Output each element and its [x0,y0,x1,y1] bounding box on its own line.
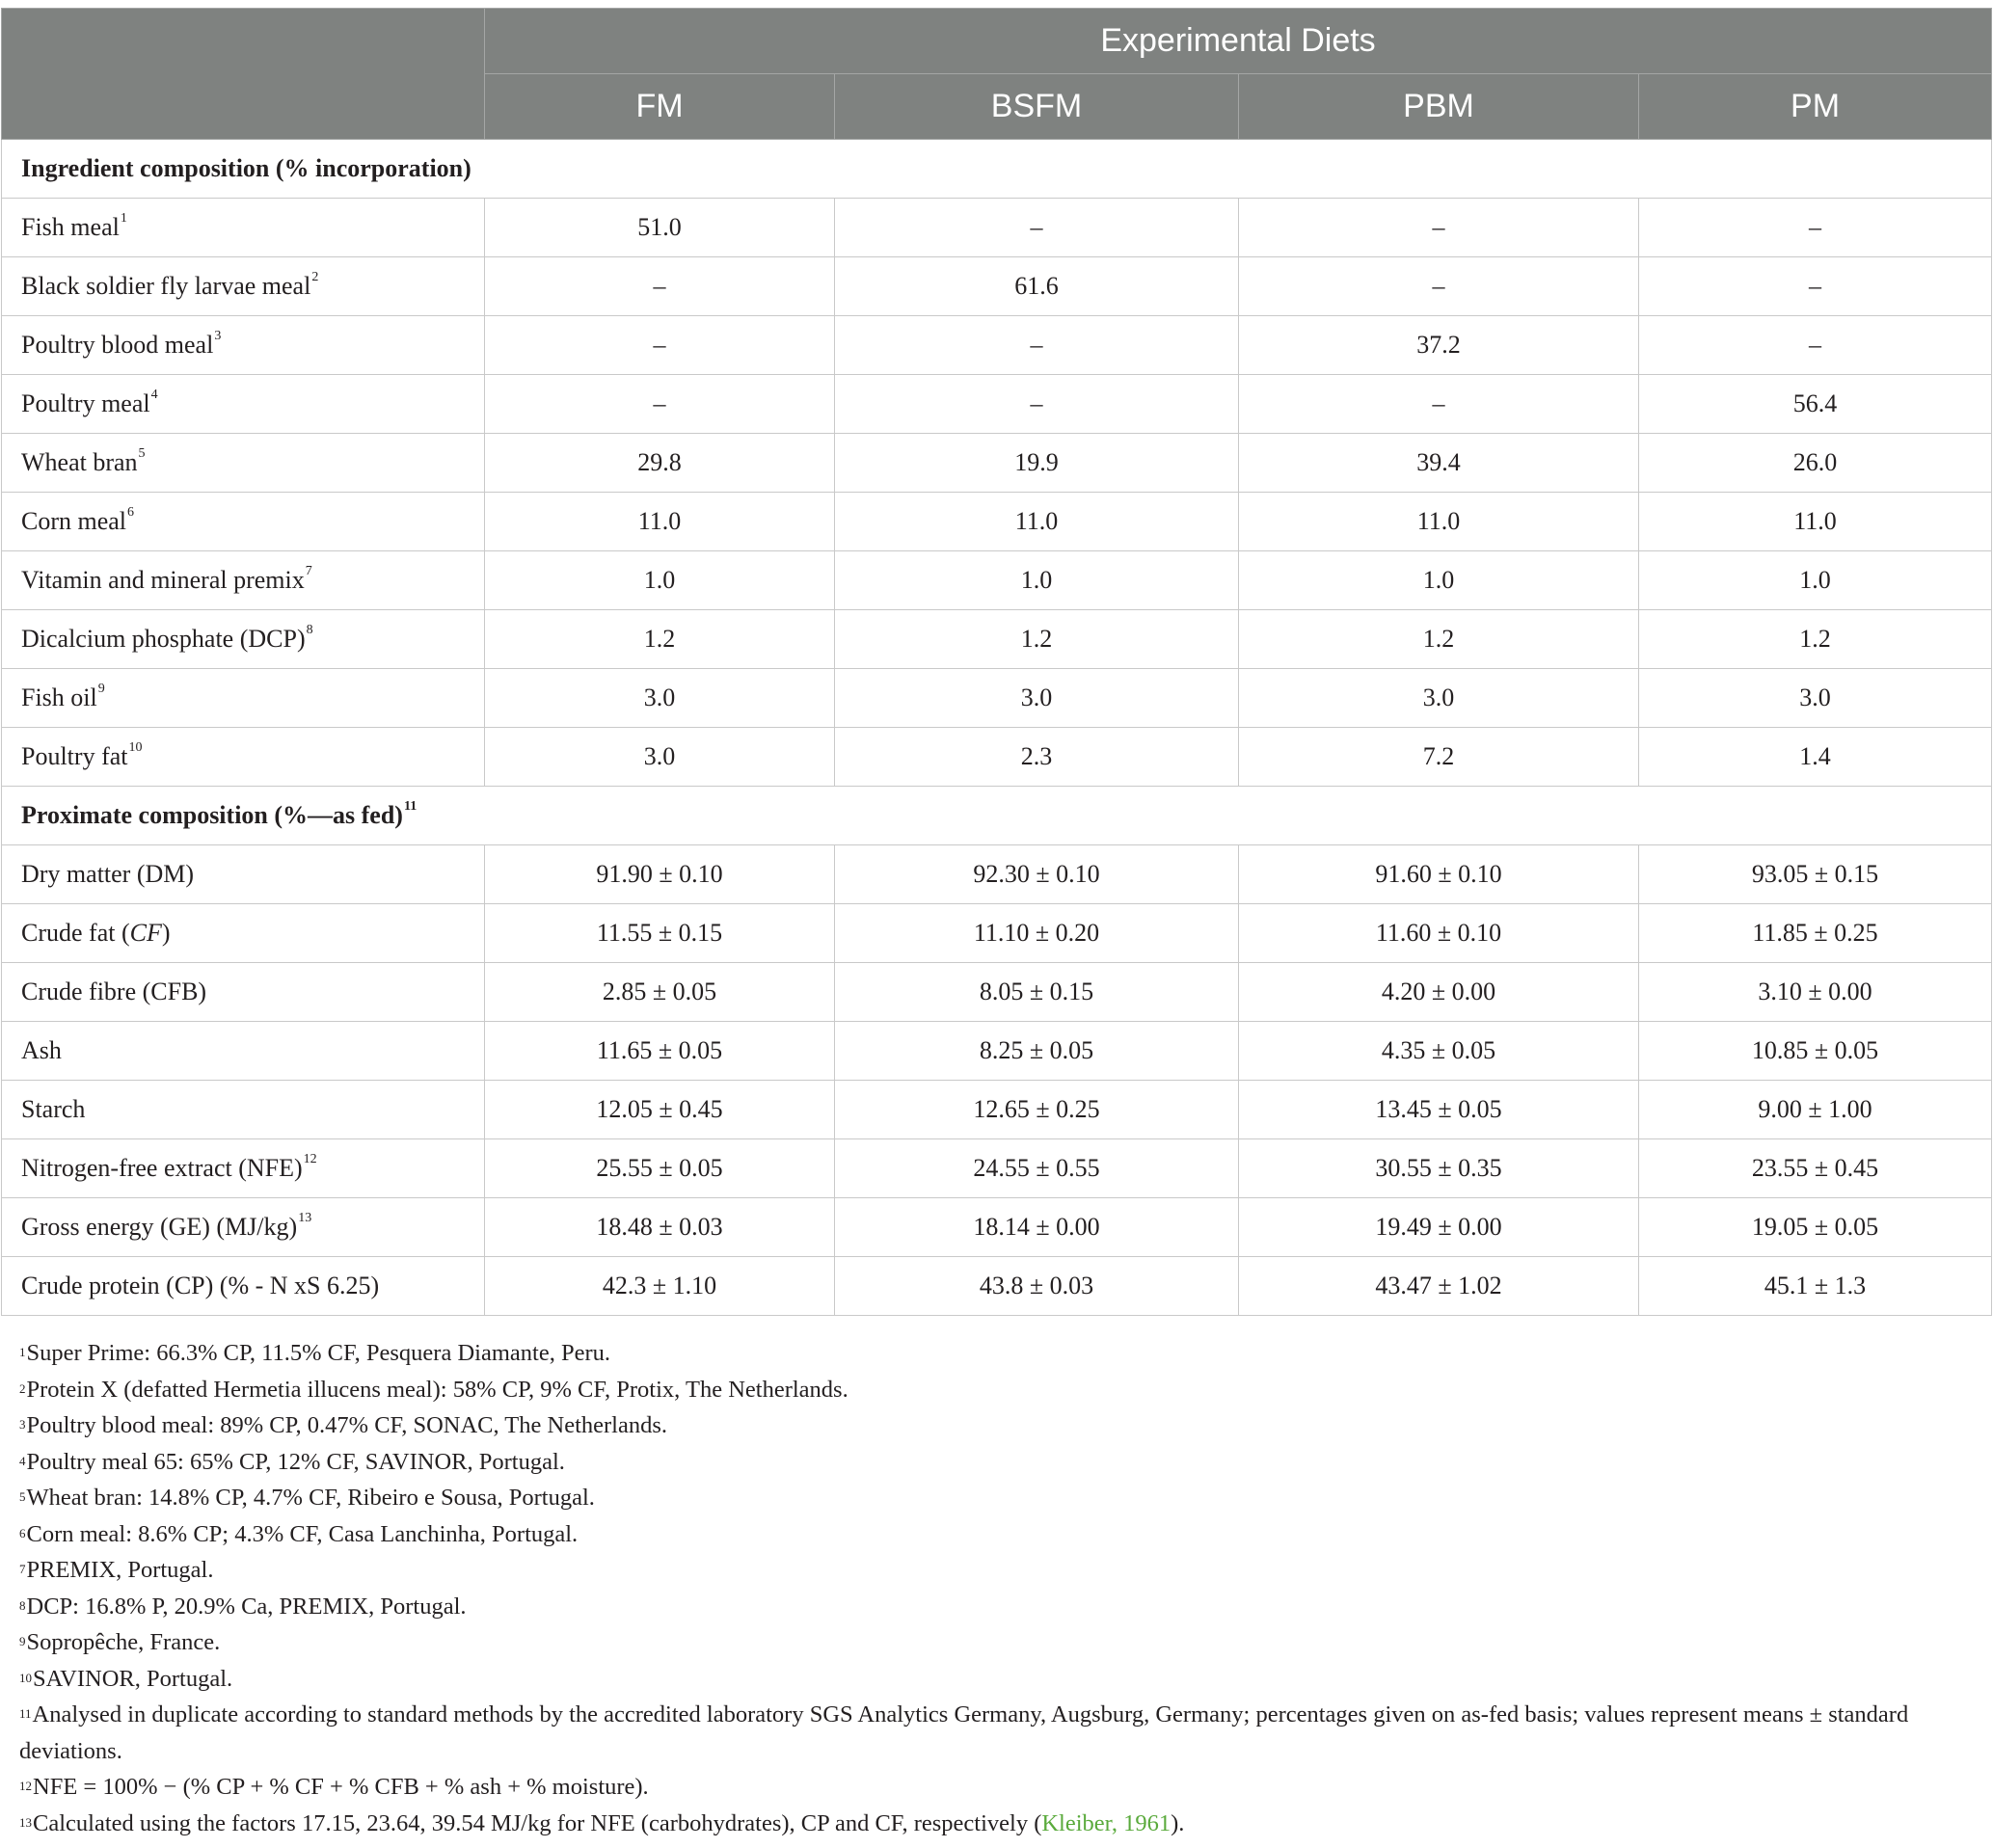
table-cell: 93.05 ± 0.15 [1639,845,1992,904]
footnote [19,1372,1967,1408]
table-cell: – [1639,257,1992,316]
table-cell: 2.85 ± 0.05 [485,963,835,1022]
table-cell: – [835,375,1239,434]
footnote-number: 1 [19,1345,26,1359]
table-cell: 1.0 [1239,551,1639,610]
footnote [19,1407,1967,1444]
table-row [2,316,1992,375]
section-heading [2,140,1992,199]
row-label-cell [2,1198,485,1257]
footnote-text: Poultry meal 65: 65% CP, 12% CF, SAVINOR, Portugal. [26,1448,565,1475]
row-label: Wheat bran [21,448,138,476]
table-cell: 3.0 [835,669,1239,728]
table-cell: 11.0 [1639,493,1992,551]
footnote-text: Wheat bran: 14.8% CP, 4.7% CF, Ribeiro e Sousa, Portugal. [26,1485,595,1511]
table-row [2,434,1992,493]
table-row [2,963,1992,1022]
footnote-number: 8 [19,1597,26,1613]
footnote-text-end: ). [1171,1809,1185,1836]
table-row [2,1022,1992,1081]
table-cell: 8.05 ± 0.15 [835,963,1239,1022]
footnote-text: Corn meal: 8.6% CP; 4.3% CF, Casa Lanchinha, Portugal. [26,1520,579,1547]
table-cell: 3.0 [485,728,835,787]
footnote-number: 11 [19,1706,32,1721]
table-cell: 8.25 ± 0.05 [835,1022,1239,1081]
row-label: Poultry meal [21,389,150,417]
table-cell: 19.49 ± 0.00 [1239,1198,1639,1257]
row-label: Black soldier fly larvae meal [21,272,311,300]
footnote [19,1552,1967,1589]
row-label-cell [2,904,485,963]
table-cell: – [1639,199,1992,257]
row-label-suffix: ) [161,919,171,947]
table-cell: 61.6 [835,257,1239,316]
table-cell: 11.0 [485,493,835,551]
table-cell: 56.4 [1639,375,1992,434]
table-cell: 43.8 ± 0.03 [835,1257,1239,1316]
table-row [2,199,1992,257]
table-cell: 43.47 ± 1.02 [1239,1257,1639,1316]
table-cell: 37.2 [1239,316,1639,375]
table-cell: 11.55 ± 0.15 [485,904,835,963]
footnote [19,1769,1967,1806]
row-label: Fish meal [21,213,120,241]
table-cell: 10.85 ± 0.05 [1639,1022,1992,1081]
table-cell: 92.30 ± 0.10 [835,845,1239,904]
table-cell: – [1639,316,1992,375]
row-label-cell [2,728,485,787]
table-row [2,904,1992,963]
table-cell: 11.65 ± 0.05 [485,1022,835,1081]
row-label-cell [2,1081,485,1139]
footnote-marker: 12 [303,1152,317,1166]
table-cell: 51.0 [485,199,835,257]
table-cell: 39.4 [1239,434,1639,493]
table-cell: – [485,316,835,375]
table-cell: 19.9 [835,434,1239,493]
table-cell: 1.0 [485,551,835,610]
footnote [19,1589,1967,1625]
row-label: Vitamin and mineral premix [21,566,305,594]
column-header-pbm: PBM [1239,74,1639,140]
footnote-number: 7 [19,1562,26,1576]
footnote-marker: 10 [128,740,143,755]
table-cell: 11.0 [835,493,1239,551]
row-label: Dicalcium phosphate (DCP) [21,625,306,653]
header-group-title: Experimental Diets [485,9,1992,74]
footnote-marker: 5 [138,446,146,461]
table-cell: 18.14 ± 0.00 [835,1198,1239,1257]
table-row [2,375,1992,434]
section-row [2,787,1992,845]
table-cell: 24.55 ± 0.55 [835,1139,1239,1198]
table-cell: – [1239,375,1639,434]
table-cell: 42.3 ± 1.10 [485,1257,835,1316]
footnote-marker: 8 [306,623,313,637]
table-cell: 3.0 [1239,669,1639,728]
table-row [2,669,1992,728]
row-label: Corn meal [21,507,127,535]
table-cell: 13.45 ± 0.05 [1239,1081,1639,1139]
citation-link[interactable]: Kleiber, 1961 [1041,1809,1172,1836]
footnote-text: Super Prime: 66.3% CP, 11.5% CF, Pesquera Diamante, Peru. [26,1340,610,1366]
footnote-marker: 6 [127,505,135,520]
table-row [2,1139,1992,1198]
footnotes [19,1335,1967,1841]
row-label-cell [2,1022,485,1081]
footnote-marker: 2 [311,270,319,284]
footnote-marker: 1 [120,211,127,226]
footnote [19,1697,1967,1769]
table-cell: 1.2 [835,610,1239,669]
footnote-number: 9 [19,1634,26,1648]
table-row [2,845,1992,904]
table-cell: 45.1 ± 1.3 [1639,1257,1992,1316]
footnote [19,1624,1967,1661]
footnote-marker: 4 [150,388,158,402]
column-header-bsfm: BSFM [835,74,1239,140]
footnote-number: 2 [19,1380,26,1396]
footnote [19,1516,1967,1553]
row-label-italic: CF [129,919,162,947]
row-label: Crude fibre (CFB) [21,978,207,1005]
table-cell: 11.60 ± 0.10 [1239,904,1639,963]
row-label: Poultry fat [21,742,128,770]
footnote-text: Poultry blood meal: 89% CP, 0.47% CF, SONAC, The Netherlands. [26,1412,668,1438]
table-cell: 3.0 [1639,669,1992,728]
table-cell: 7.2 [1239,728,1639,787]
footnote-marker: 11 [403,799,417,814]
footnote [19,1806,1967,1842]
table-cell: 91.60 ± 0.10 [1239,845,1639,904]
table-cell: 2.3 [835,728,1239,787]
table-cell: 11.85 ± 0.25 [1639,904,1992,963]
footnote-number: 13 [19,1814,32,1830]
table-row [2,257,1992,316]
footnote-marker: 9 [97,682,105,696]
row-label-cell [2,610,485,669]
row-label-cell [2,493,485,551]
table-row [2,551,1992,610]
row-label-cell [2,1139,485,1198]
footnote [19,1444,1967,1481]
row-label-cell [2,434,485,493]
table-cell: 11.10 ± 0.20 [835,904,1239,963]
table-cell: – [485,257,835,316]
row-label-cell [2,257,485,316]
table-cell: 9.00 ± 1.00 [1639,1081,1992,1139]
table-cell: – [835,316,1239,375]
table-cell: – [485,375,835,434]
section-title: Ingredient composition (% incorporation) [21,154,471,182]
footnote-marker: 13 [298,1211,312,1225]
footnote-number: 4 [19,1453,26,1468]
table-cell: 11.0 [1239,493,1639,551]
table-row [2,610,1992,669]
footnote-text: Sopropêche, France. [26,1629,221,1655]
table-body [2,140,1992,1316]
table-cell: 1.2 [485,610,835,669]
table-row [2,1198,1992,1257]
row-label: Nitrogen-free extract (NFE) [21,1154,303,1182]
table-cell: 91.90 ± 0.10 [485,845,835,904]
table-cell: – [1239,199,1639,257]
table-cell: 19.05 ± 0.05 [1639,1198,1992,1257]
table-cell: 26.0 [1639,434,1992,493]
column-header-pm: PM [1639,74,1992,140]
row-label-cell [2,375,485,434]
section-row [2,140,1992,199]
table-row [2,493,1992,551]
row-label: Ash [21,1036,62,1064]
footnote-text: PREMIX, Portugal. [26,1557,214,1583]
table-cell: 23.55 ± 0.45 [1639,1139,1992,1198]
section-heading [2,787,1992,845]
footnote-number: 12 [19,1779,32,1793]
footnote [19,1661,1967,1698]
footnote-number: 6 [19,1525,26,1540]
row-label-cell [2,551,485,610]
table-cell: 4.35 ± 0.05 [1239,1022,1639,1081]
footnote-text: DCP: 16.8% P, 20.9% Ca, PREMIX, Portugal. [26,1593,467,1620]
row-label-cell [2,199,485,257]
row-label-cell [2,669,485,728]
footnote-text: Analysed in duplicate according to standard methods by the accredited laboratory SGS Analytics Germany, Augsburg, Germany; percentages given on as-fed basis; values represent means ± standard deviations. [19,1701,1909,1764]
table-cell: 18.48 ± 0.03 [485,1198,835,1257]
row-label: Dry matter (DM) [21,860,195,888]
row-label-cell [2,316,485,375]
row-label-cell [2,963,485,1022]
table-cell: – [835,199,1239,257]
header-corner-cell [2,9,485,140]
footnote-marker: 7 [305,564,312,578]
table-cell: 12.65 ± 0.25 [835,1081,1239,1139]
table-cell: 25.55 ± 0.05 [485,1139,835,1198]
table-row [2,728,1992,787]
footnote-number: 10 [19,1670,32,1685]
row-label: Fish oil [21,683,97,711]
table-cell: 1.0 [835,551,1239,610]
section-title: Proximate composition (%—as fed) [21,801,403,829]
row-label-cell [2,845,485,904]
table-header [2,9,1992,140]
table-cell: 1.2 [1639,610,1992,669]
column-header-fm: FM [485,74,835,140]
row-label: Crude protein (CP) (% - N xS 6.25) [21,1272,380,1299]
row-label-cell [2,1257,485,1316]
composition-table [1,8,1992,1316]
table-row [2,1257,1992,1316]
footnote-text: NFE = 100% − (% CP + % CF + % CFB + % ash + % moisture). [33,1774,649,1800]
table-row [2,1081,1992,1139]
footnote-number: 3 [19,1417,26,1432]
row-label: Gross energy (GE) (MJ/kg) [21,1213,298,1241]
row-label: Crude fat ( [21,919,130,947]
footnote-text: Calculated using the factors 17.15, 23.64, 39.54 MJ/kg for NFE (carbohydrates), CP and CF, respectively ( [33,1809,1042,1836]
table-cell: 3.0 [485,669,835,728]
footnote-number: 5 [19,1489,26,1504]
table-cell: 29.8 [485,434,835,493]
footnote [19,1335,1967,1372]
table-cell: 1.2 [1239,610,1639,669]
footnote-text: Protein X (defatted Hermetia illucens meal): 58% CP, 9% CF, Protix, The Netherlands. [26,1376,848,1403]
table-cell: 3.10 ± 0.00 [1639,963,1992,1022]
table-cell: 30.55 ± 0.35 [1239,1139,1639,1198]
table-cell: 4.20 ± 0.00 [1239,963,1639,1022]
row-label: Starch [21,1095,86,1123]
footnote-marker: 3 [214,329,222,343]
footnote-text: SAVINOR, Portugal. [33,1665,233,1692]
table-cell: 1.0 [1639,551,1992,610]
table-cell: 12.05 ± 0.45 [485,1081,835,1139]
table-cell: 1.4 [1639,728,1992,787]
table-cell: – [1239,257,1639,316]
row-label: Poultry blood meal [21,331,214,359]
footnote [19,1480,1967,1516]
